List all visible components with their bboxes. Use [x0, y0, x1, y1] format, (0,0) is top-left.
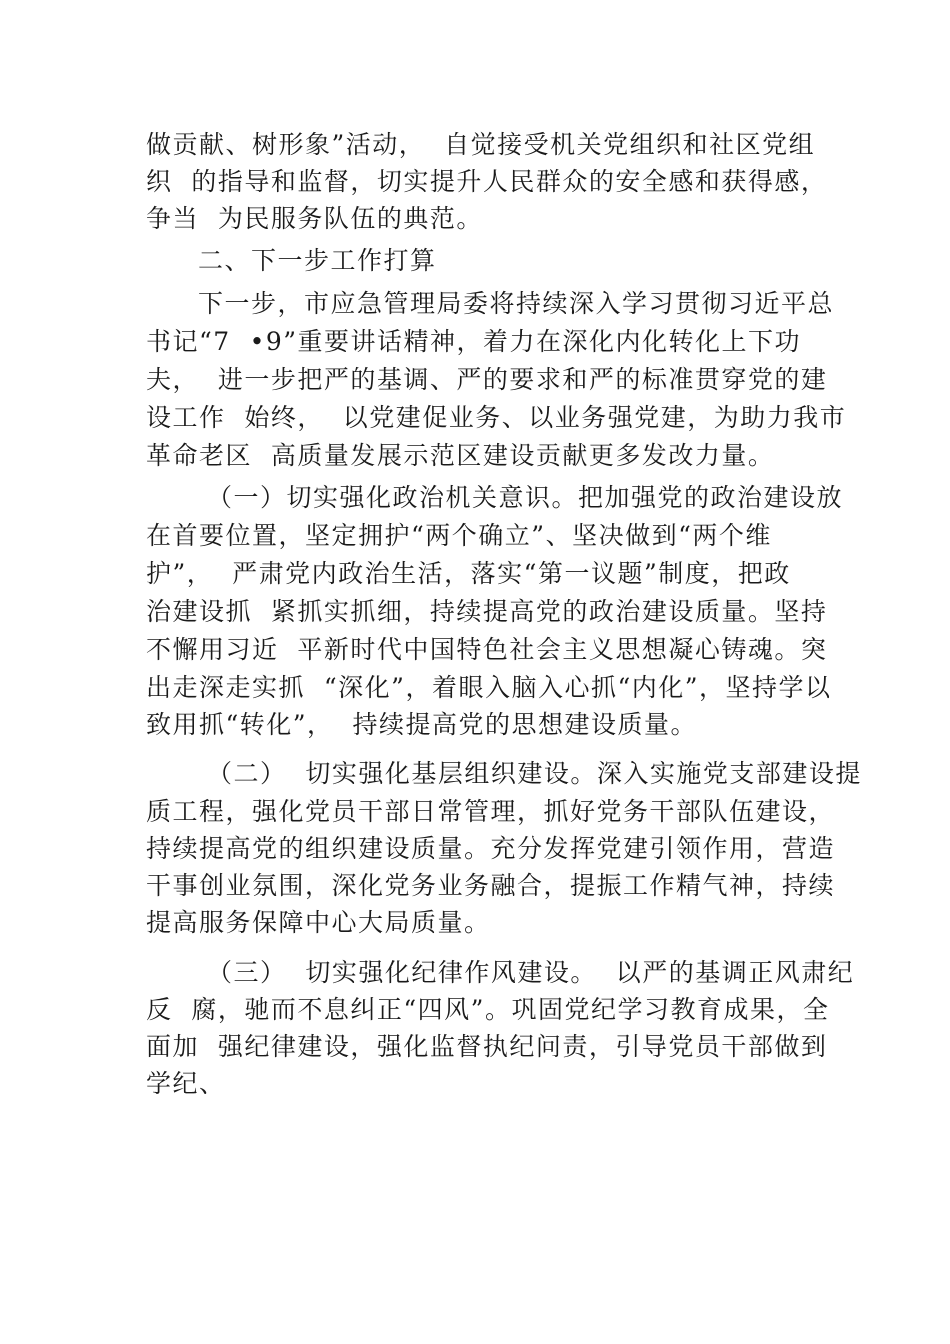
text-line: （一）切实强化政治机关意识。把加强党的政治建设放	[207, 483, 844, 512]
text-line: 争当 为民服务队伍的典范。	[146, 204, 483, 233]
text-line: 致用抓“转化”， 持续提高党的思想建设质量。	[146, 710, 697, 739]
text-line: 护”， 严肃党内政治生活，落实“第一议题”制度，把政	[146, 559, 791, 588]
text-line: 书记“7 •9”重要讲话精神，着力在深化内化转化上下功	[146, 327, 802, 356]
text-line: 治建设抓 紧抓实抓细，持续提高党的政治建设质量。坚持	[146, 597, 828, 626]
section-heading: 二、下一步工作打算	[198, 246, 437, 275]
text-line: 革命老区 高质量发展示范区建设贡献更多发改力量。	[146, 441, 775, 470]
text-line: （三） 切实强化纪律作风建设。 以严的基调正风肃纪	[207, 958, 855, 987]
text-line: 下一步，市应急管理局委将持续深入学习贯彻习近平总	[198, 289, 835, 318]
text-line: 学纪、	[146, 1069, 226, 1098]
text-line: 不懈用习近 平新时代中国特色社会主义思想凝心铸魂。突	[146, 635, 828, 664]
text-line: 织 的指导和监督，切实提升人民群众的安全感和获得感，	[146, 167, 828, 196]
text-line: 质工程，强化党员干部日常管理，抓好党务干部队伍建设，	[146, 797, 836, 826]
text-line: 在首要位置，坚定拥护“两个确立”、坚决做到“两个维	[146, 521, 772, 550]
text-line: 反 腐，驰而不息纠正“四风”。巩固党纪学习教育成果，全	[146, 995, 830, 1024]
text-line: （二） 切实强化基层组织建设。深入实施党支部建设提	[207, 759, 862, 788]
text-line: 设工作 始终， 以党建促业务、以业务强党建，为助力我市	[146, 403, 847, 432]
text-line: 面加 强纪律建设，强化监督执纪问责，引导党员干部做到	[146, 1032, 828, 1061]
text-line: 做贡献、树形象”活动， 自觉接受机关党组织和社区党组	[146, 130, 816, 159]
text-line: 提高服务保障中心大局质量。	[146, 908, 491, 937]
text-line: 出走深走实抓 “深化”，着眼入脑入心抓“内化”，坚持学以	[146, 673, 832, 702]
text-line: 夫， 进一步把严的基调、严的要求和严的标准贯穿党的建	[146, 365, 828, 394]
text-line: 干事创业氛围，深化党务业务融合，提振工作精气神，持续	[146, 871, 836, 900]
text-line: 持续提高党的组织建设质量。充分发挥党建引领作用，营造	[146, 834, 836, 863]
